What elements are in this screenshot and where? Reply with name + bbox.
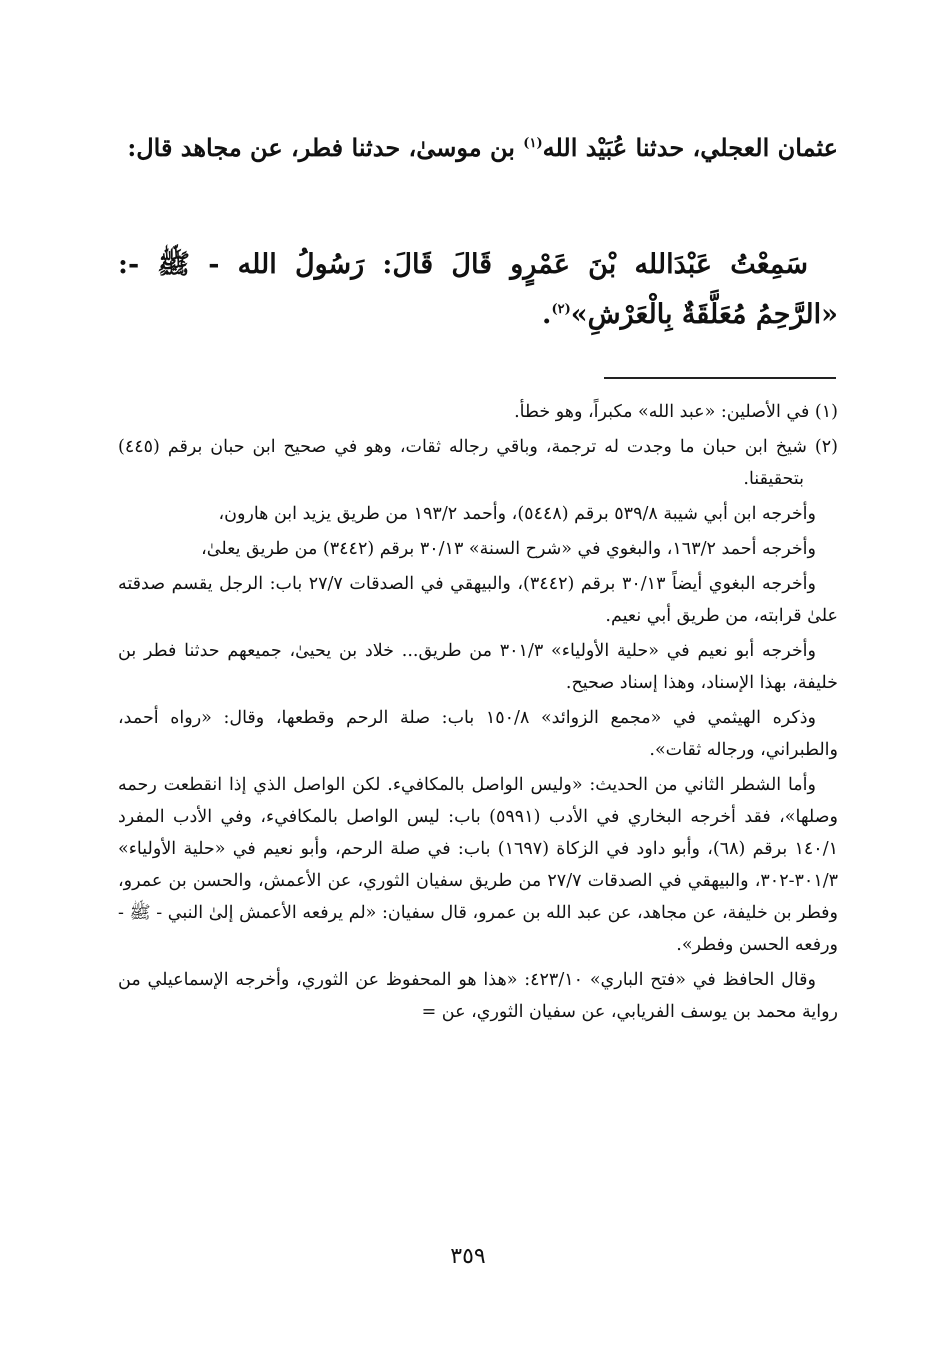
hadith-text: [118, 240, 838, 340]
footnote-2: (٢) شيخ ابن حبان ما وجدت له ترجمة، وباقي رجاله ثقات، وهو في صحيح ابن حبان برقم (٤٤٥) بتحقيقنا.: [118, 437, 838, 489]
footnote-ref-1: (١): [523, 136, 543, 151]
footnote-1: (١) في الأصلين: «عبد الله» مكبراً، وهو خطأ.: [514, 402, 838, 422]
main-paragraph: [118, 124, 838, 172]
main-text-part-2: بن موسىٰ، حدثنا فطر، عن مجاهد قال:: [127, 133, 524, 162]
main-text-part-1: عثمان العجلي، حدثنا عُبَيْد الله: [542, 133, 838, 162]
footnote-paragraph: وأما الشطر الثاني من الحديث: «وليس الواصل بالمكافيء. لكن الواصل الذي إذا انقطعت رحمه وصلها»، فقد أخرجه البخاري في الأدب (٥٩٩١) باب: ليس الواصل بالمكافيء، وفي الأدب المفرد ١٤٠/١ برقم (٦٨)، وأبو داود في الزكاة (١٦٩٧) باب: في صلة الرحم، وأبو نعيم في «حلية الأولياء» ٣٠١/٣-٣٠٢، والبيهقي في الصدقات ٢٧/٧ من طريق سفيان الثوري، عن الأعمش، والحسن بن عمرو، وفطر بن خليفة، عن مجاهد، عن عبد الله بن عمرو، قال سفيان: «لم يرفعه الأعمش إلىٰ النبي - ﷺ - ورفعه الحسن وفطر».: [118, 775, 839, 955]
footnote-paragraph: وقال الحافظ في «فتح الباري» ٤٢٣/١٠: «هذا هو المحفوظ عن الثوري، وأخرجه الإسماعيلي من رواية محمد بن يوسف الفريابي، عن سفيان الثوري، عن =: [118, 970, 838, 1022]
main-text: [118, 124, 838, 172]
footnote-paragraph: وأخرجه البغوي أيضاً ٣٠/١٣ برقم (٣٤٤٢)، والبيهقي في الصدقات ٢٧/٧ باب: الرجل يقسم صدقته علىٰ قرابته، من طريق أبي نعيم.: [118, 574, 838, 626]
footnotes: [118, 396, 838, 1031]
page-number: ٣٥٩: [450, 1244, 486, 1269]
footnote-paragraph: وذكره الهيثمي في «مجمع الزوائد» ١٥٠/٨ باب: صلة الرحم وقطعها، وقال: «رواه أحمد، والطبراني، ورجاله ثقات».: [118, 708, 838, 760]
hadith-paragraph: [118, 240, 838, 340]
footnote-paragraph: وأخرجه أحمد ١٦٣/٢، والبغوي في «شرح السنة» ٣٠/١٣ برقم (٣٤٤٢) من طريق يعلىٰ،: [201, 539, 816, 559]
footnote-ref-2: (٢): [551, 302, 571, 317]
footnote-paragraph: وأخرجه أبو نعيم في «حلية الأولياء» ٣٠١/٣ من طريق... خلاد بن يحيىٰ، جميعهم حدثنا فطر بن خليفة، بهذا الإسناد، وهذا إسناد صحيح.: [118, 641, 838, 693]
footnote-paragraph: وأخرجه ابن أبي شيبة ٥٣٩/٨ برقم (٥٤٤٨)، وأحمد ١٩٣/٢ من طريق يزيد ابن هارون،: [218, 504, 816, 524]
hadith-text-part-1: سَمِعْتُ عَبْدَالله بْنَ عَمْرٍو قَالَ قَالَ: رَسُولُ الله - ﷺ -: «الرَّحِمُ مُعَلَّقَةٌ بِالْعَرْشِ»: [118, 249, 838, 330]
hadith-text-part-2: .: [542, 299, 552, 330]
footnote-separator: [604, 377, 836, 379]
